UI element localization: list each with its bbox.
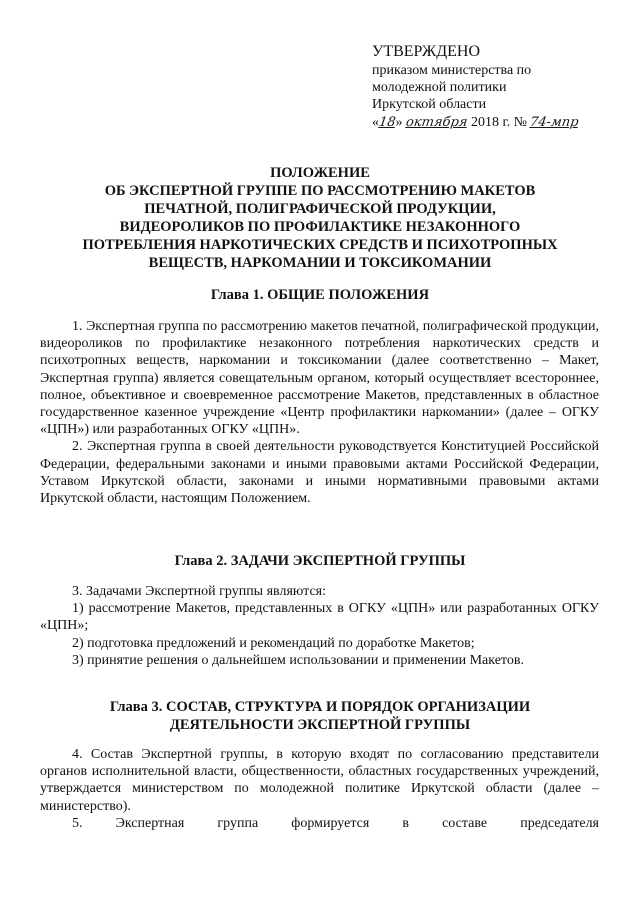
doc-number-handwritten: 74-мпр [529, 115, 580, 130]
chapter-2-heading [40, 552, 600, 570]
date-open-quote: « [372, 115, 379, 130]
title-line: ВЕЩЕСТВ, НАРКОМАНИИ И ТОКСИКОМАНИИ [148, 255, 492, 271]
paragraph-4: 4. Состав Экспертной группы, в которую входят по согласованию представители органов исполнительной власти, общественности, областных государственных учреждений, утверждается министерством по молодежной политике Иркутской области (далее – министерство). [40, 747, 599, 814]
approval-line-3: Иркутской области [372, 97, 487, 112]
paragraph-3: 3. Задачами Экспертной группы являются: [72, 584, 326, 599]
approval-line-2: молодежной политики [372, 80, 507, 95]
title-line: ОБ ЭКСПЕРТНОЙ ГРУППЕ ПО РАССМОТРЕНИЮ МАКЕТОВ [104, 183, 536, 199]
document-title [40, 164, 600, 272]
chapter-3-heading [40, 698, 600, 734]
approval-line-1: приказом министерства по [372, 63, 532, 78]
chapter-3-heading-line-1: Глава 3. СОСТАВ, СТРУКТУРА И ПОРЯДОК ОРГАНИЗАЦИИ [109, 699, 531, 715]
paragraph-5: 5. Экспертная группа формируется в составе председателя [72, 815, 599, 831]
chapter-1-heading [40, 286, 600, 304]
title-line: ПОТРЕБЛЕНИЯ НАРКОТИЧЕСКИХ СРЕДСТВ И ПСИХОТРОПНЫХ [82, 237, 558, 253]
paragraph-2: 2. Экспертная группа в своей деятельности руководствуется Конституцией Российской Федерации, федеральными законами и иными правовыми актами Российской Федерации, Уставом Иркутской области, законами и иными нормативными правовыми актами Иркутской области, настоящим Положением. [40, 439, 599, 507]
approval-title: УТВЕРЖДЕНО [372, 43, 481, 60]
date-month-handwritten: октября [404, 115, 469, 130]
approval-block [372, 42, 632, 131]
paragraph-3-item-2: 2) подготовка предложений и рекомендаций по доработке Макетов; [72, 635, 475, 651]
date-day-handwritten: 18 [377, 115, 397, 130]
title-line: ПЕЧАТНОЙ, ПОЛИГРАФИЧЕСКОЙ ПРОДУКЦИИ, [144, 201, 496, 217]
title-line: ВИДЕОРОЛИКОВ ПО ПРОФИЛАКТИКЕ НЕЗАКОННОГО [119, 219, 521, 235]
chapter-2-heading-text: Глава 2. ЗАДАЧИ ЭКСПЕРТНОЙ ГРУППЫ [174, 553, 466, 569]
title-line: ПОЛОЖЕНИЕ [270, 165, 370, 181]
chapter-3-body [40, 746, 599, 832]
chapter-2-body [40, 583, 599, 669]
chapter-1-body [40, 318, 599, 507]
chapter-1-heading-text: Глава 1. ОБЩИЕ ПОЛОЖЕНИЯ [210, 287, 430, 303]
approval-date-line [372, 114, 632, 131]
paragraph-3-item-3: 3) принятие решения о дальнейшем использовании и применении Макетов. [72, 652, 524, 668]
chapter-3-heading-line-2: ДЕЯТЕЛЬНОСТИ ЭКСПЕРТНОЙ ГРУППЫ [169, 717, 471, 733]
paragraph-1: 1. Экспертная группа по рассмотрению макетов печатной, полиграфической продукции, видеороликов по профилактике незаконного потребления наркотических средств и психотропных веществ, наркомании и токсикомании (далее соответственно – Макет, Экспертная группа) является совещательным органом, который осуществляет всестороннее, полное, объективное и своевременное рассмотрение Макетов, представленных в областное государственное казенное учреждение «Центр профилактики наркомании» (далее – ОГКУ «ЦПН») или разработанных ОГКУ «ЦПН». [40, 319, 599, 438]
date-year: 2018 г. № [470, 115, 527, 130]
paragraph-3-item-1: 1) рассмотрение Макетов, представленных в ОГКУ «ЦПН» или разработанных ОГКУ «ЦПН»; [40, 601, 599, 634]
date-close-quote: » [395, 115, 403, 130]
